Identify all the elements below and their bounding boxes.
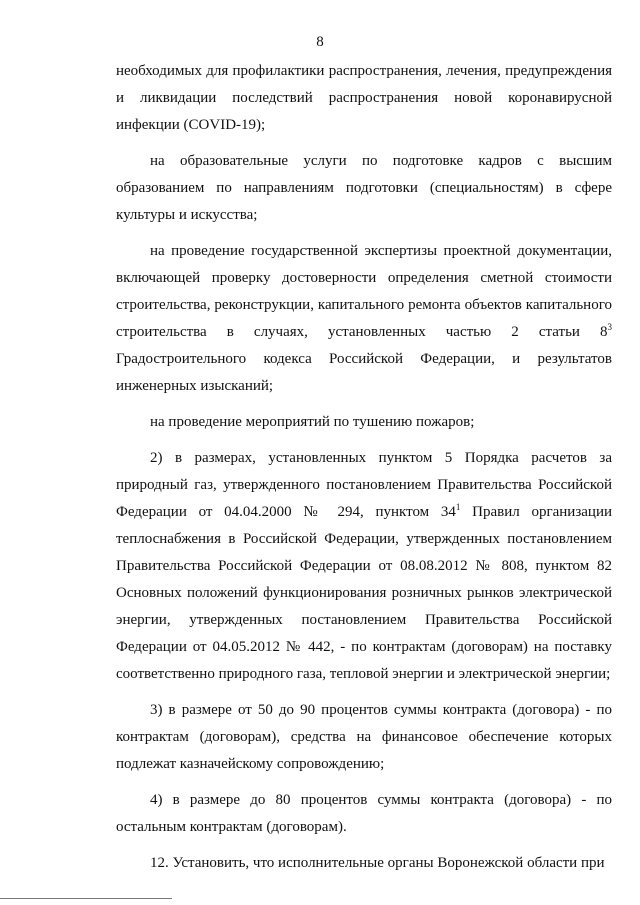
paragraph-text: 12. Установить, что исполнительные органы Воронежской области при	[150, 855, 605, 871]
paragraph-text: на проведение государственной экспертизы проектной документации, включающей проверку достоверности определения сметной стоимости строительства, реконструкции, капитального ремонта объектов капитального строительства в случаях, установленных частью 2 статьи 8	[116, 243, 612, 340]
superscript-article: 3	[607, 322, 612, 332]
document-body	[116, 58, 612, 886]
clause-12	[116, 850, 612, 877]
page-number: 8	[316, 34, 324, 50]
list-item-3	[116, 697, 612, 778]
paragraph-text: необходимых для профилактики распространения, лечения, предупреждения и ликвидации последствий распространения новой коронавирусной инфекции (COVID-19);	[116, 63, 612, 133]
paragraph-text: 4) в размере до 80 процентов суммы контракта (договора) - по остальным контрактам (договорам).	[116, 792, 612, 835]
paragraph-text: 3) в размере от 50 до 90 процентов суммы контракта (договора) - по контрактам (договорам), средства на финансовое обеспечение которых подлежат казначейскому сопровождению;	[116, 702, 612, 772]
paragraph-text: на проведение мероприятий по тушению пожаров;	[150, 414, 475, 430]
paragraph-state-expertise	[116, 238, 612, 400]
paragraph-firefighting	[116, 409, 612, 436]
list-item-2	[116, 445, 612, 688]
paragraph-educational-services	[116, 148, 612, 229]
paragraph-text: 2) в размерах, установленных пунктом 5 Порядка расчетов за природный газ, утвержденного постановлением Правительства Российской Федерации от 04.04.2000 № 294, пунктом 34	[116, 450, 612, 520]
paragraph-text: на образовательные услуги по подготовке кадров с высшим образованием по направлениям подготовки (специальностям) в сфере культуры и искусства;	[116, 153, 612, 223]
list-item-4	[116, 787, 612, 841]
superscript-clause: 1	[455, 502, 461, 512]
paragraph-continuation	[116, 58, 612, 139]
paragraph-text-after: Правил организации теплоснабжения в Российской Федерации, утвержденных постановлением Правительства Российской Федерации от 08.08.2012 № 808, пунктом 82 Основных положений функционирования розничных рынков электрической энергии, утвержденных постановлением Правительства Российской Федерации от 04.05.2012 № 442, - по контрактам (договорам) на поставку соответственно природного газа, тепловой энергии и электрической энергии;	[116, 504, 613, 682]
paragraph-text-after: Градостроительного кодекса Российской Федерации, и результатов инженерных изысканий;	[116, 351, 612, 394]
footnote-separator	[0, 898, 172, 899]
